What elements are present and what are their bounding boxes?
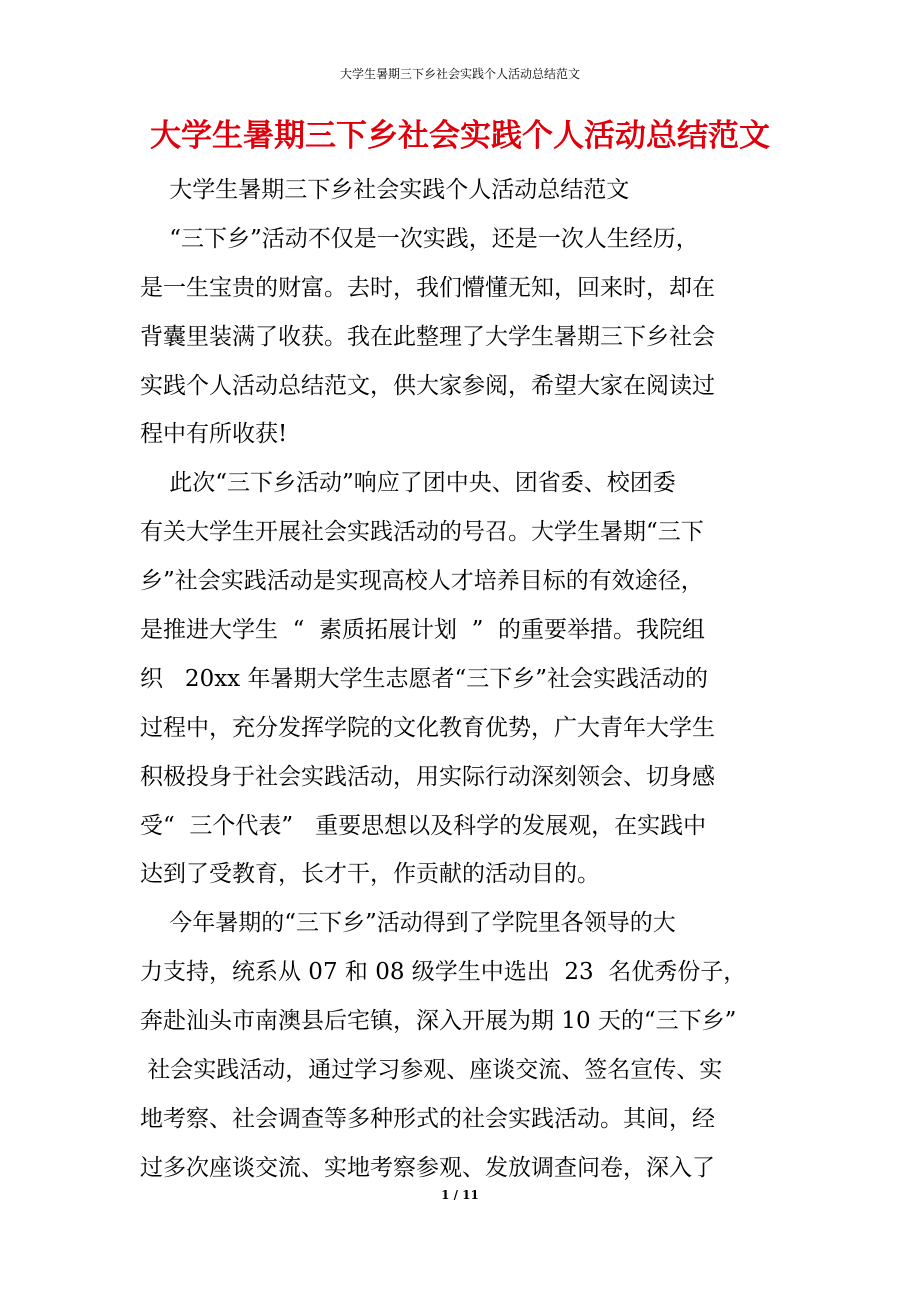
body-line: 程中有所收获! bbox=[140, 421, 288, 448]
body-line: 乡”社会实践活动是实现高校人才培养目标的有效途径， bbox=[140, 568, 704, 595]
body-line: 此次“三下乡活动”响应了团中央、团省委、校团委 bbox=[140, 470, 676, 497]
body-line: 奔赴汕头市南澳县后宅镇，深入开展为期 10 天的“三下乡” bbox=[140, 1008, 737, 1035]
body-line: 是推进大学生 “ 素质拓展计划 ” 的重要举措。我院组 bbox=[140, 617, 706, 644]
body-line: 织 20xx 年暑期大学生志愿者“三下乡”社会实践活动的 bbox=[140, 665, 708, 692]
body-line: 是一生宝贵的财富。去时，我们懵懂无知，回来时，却在 bbox=[140, 274, 715, 301]
document-title: 大学生暑期三下乡社会实践个人活动总结范文 bbox=[150, 118, 770, 154]
body-line: 有关大学生开展社会实践活动的号召。大学生暑期“三下 bbox=[140, 519, 704, 546]
body-line: 实践个人活动总结范文，供大家参阅，希望大家在阅读过 bbox=[140, 372, 715, 399]
body-line: 背囊里装满了收获。我在此整理了大学生暑期三下乡社会 bbox=[140, 323, 715, 350]
body-line: 力支持，统系从 07 和 08 级学生中选出 23 名优秀份子， bbox=[140, 959, 747, 986]
body-line: 过程中，充分发挥学院的文化教育优势，广大青年大学生 bbox=[140, 714, 715, 741]
body-line: 达到了受教育，长才干，作贡献的活动目的。 bbox=[140, 861, 600, 888]
body-line: 受“ 三个代表” 重要思想以及科学的发展观，在实践中 bbox=[140, 812, 707, 839]
body-line: 社会实践活动，通过学习参观、座谈交流、签名宣传、实 bbox=[140, 1057, 723, 1084]
body-line: 积极投身于社会实践活动，用实际行动深刻领会、切身感 bbox=[140, 763, 715, 790]
body-line: “三下乡”活动不仅是一次实践，还是一次人生经历， bbox=[140, 225, 699, 252]
page-number: 1 / 11 bbox=[441, 1188, 479, 1202]
body-line: 地考察、社会调查等多种形式的社会实践活动。其间，经 bbox=[140, 1105, 715, 1132]
document-body bbox=[140, 166, 800, 1193]
body-line: 今年暑期的“三下乡”活动得到了学院里各领导的大 bbox=[140, 910, 676, 937]
body-line: 大学生暑期三下乡社会实践个人活动总结范文 bbox=[140, 177, 630, 203]
body-line: 过多次座谈交流、实地考察参观、发放调查问卷，深入了 bbox=[140, 1154, 715, 1181]
running-header: 大学生暑期三下乡社会实践个人活动总结范文 bbox=[339, 67, 580, 81]
